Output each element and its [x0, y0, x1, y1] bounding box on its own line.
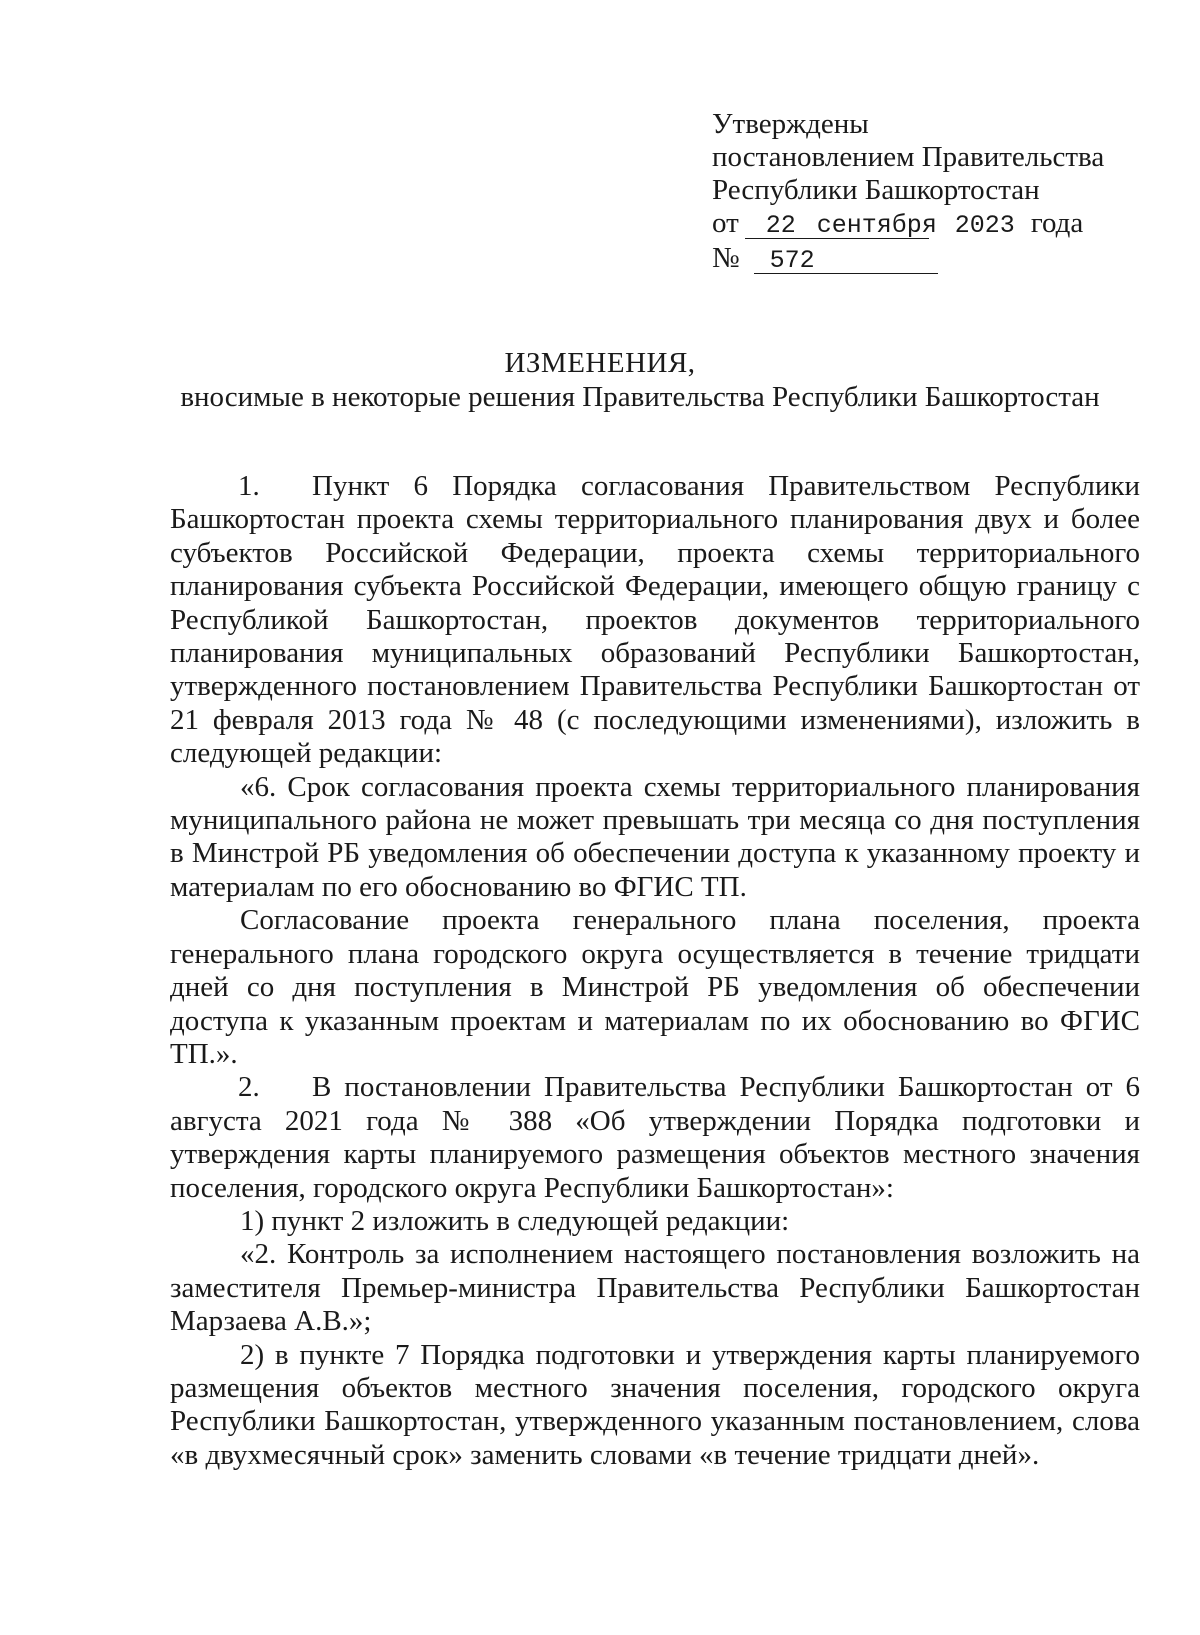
approval-line-1: Утверждены [712, 108, 869, 140]
paragraph-1 [170, 470, 1140, 771]
approval-line-2: постановлением Правительства [712, 141, 1105, 173]
approval-number-line [712, 242, 1152, 275]
date-prefix: от [712, 207, 739, 239]
date-day: 22 [745, 214, 817, 239]
paragraph-1-text: Пункт 6 Порядка согласования Правительством Республики Башкортостан проекта схемы территориального планирования двух и более субъектов Российской Федерации, проекта схемы территориального планирования субъекта Российской Федерации, имеющего общую границу с Республикой Башкортостан, проектов документов территориального планирования муниципальных образований Республики Башкортостан, утвержденного постановлением Правительства Республики Башкортостан от 21 февраля 2013 года № 48 (с последующими изменениями), изложить в следующей редакции: [170, 470, 1140, 770]
approval-block [712, 108, 1152, 275]
paragraph-2: «6. Срок согласования проекта схемы территориального планирования муниципального района не может превышать три месяца со дня поступления в Минстрой РБ уведомления об обеспечении доступа к указанному проекту и материалам по его обоснованию во ФГИС ТП. [170, 770, 1140, 903]
document-body [170, 470, 1140, 1472]
date-year: 2023 [954, 211, 1015, 240]
paragraph-3: Согласование проекта генерального плана поселения, проекта генерального плана городского округа осуществляется в течение тридцати дней со дня поступления в Минстрой РБ уведомления об обеспечении доступа к указанным проектам и материалам по их обоснованию во ФГИС ТП.». [170, 904, 1140, 1070]
approval-date-line [712, 207, 1152, 242]
approval-line-3: Республики Башкортостан [712, 174, 1040, 206]
number-prefix: № [712, 242, 740, 274]
paragraph-4-text: В постановлении Правительства Республики Башкортостан от 6 августа 2021 года № 388 «Об утверждении Порядка подготовки и утверждения карты планируемого размещения объектов местного значения поселения, городского округа Республики Башкортостан»: [170, 1071, 1140, 1204]
paragraph-5: 1) пункт 2 изложить в следующей редакции: [240, 1204, 790, 1237]
number-value: 572 [754, 249, 938, 274]
date-month: сентября [816, 211, 937, 240]
paragraph-6: «2. Контроль за исполнением настоящего постановления возложить на заместителя Премьер-министра Правительства Республики Башкортостан Марзаева А.В.»; [170, 1238, 1140, 1338]
paragraph-7: 2) в пункте 7 Порядка подготовки и утверждения карты планируемого размещения объектов местного значения поселения, городского округа Республики Башкортостан, утвержденного указанным постановлением, слова «в двухмесячный срок» заменить словами «в течение тридцати дней». [170, 1338, 1140, 1471]
paragraph-4 [170, 1071, 1140, 1205]
document-title: ИЗМЕНЕНИЯ, [504, 347, 696, 379]
document-subtitle: вносимые в некоторые решения Правительства Республики Башкортостан [180, 381, 1100, 413]
paragraph-4-label: 2. [238, 1071, 260, 1104]
date-suffix: года [1030, 207, 1084, 239]
paragraph-1-label: 1. [238, 470, 260, 502]
